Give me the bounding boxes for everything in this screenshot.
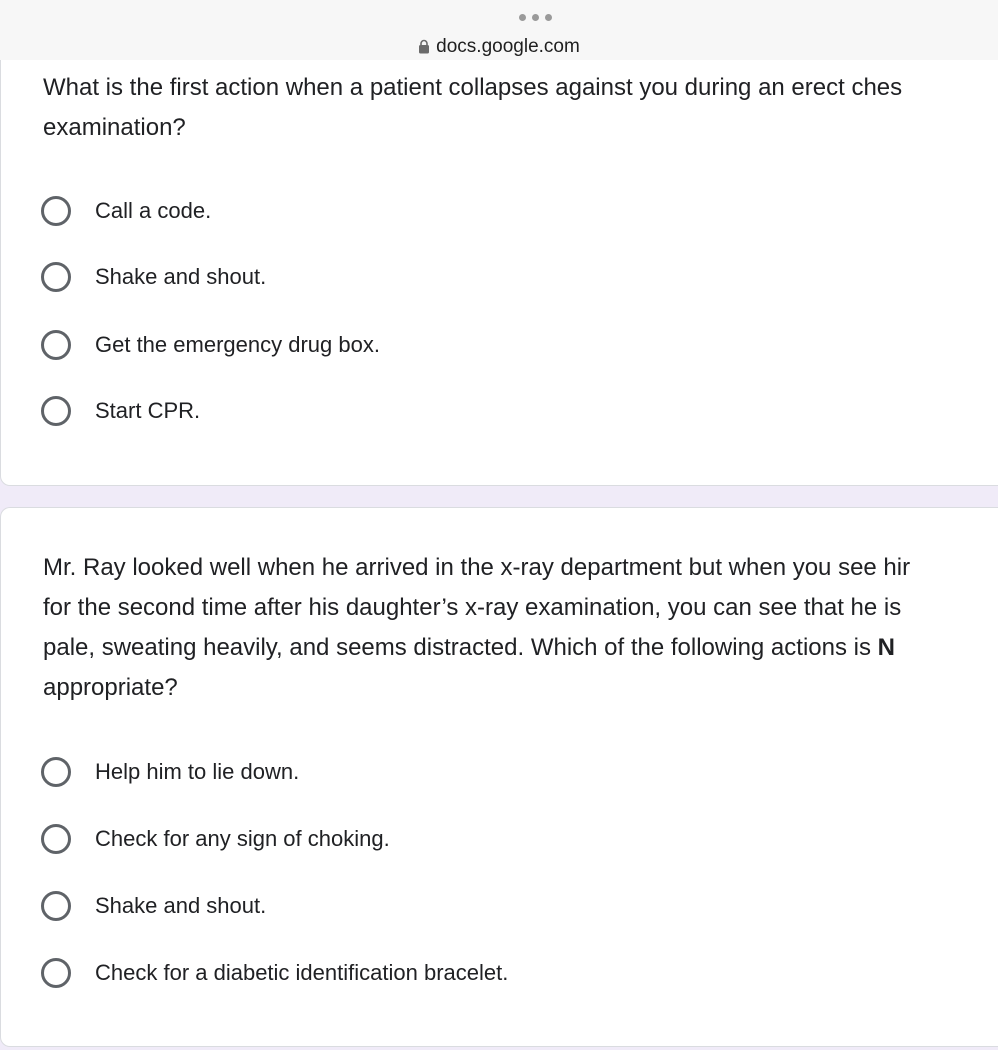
- radio-button-icon[interactable]: [41, 396, 71, 426]
- answer-option[interactable]: Shake and shout.: [41, 257, 266, 297]
- question-text: Mr. Ray looked well when he arrived in the x-ray department but when you see hir for the second time after his daughter’s x-ray examination, you can see that he is pale, sweating heavily, and seems distracted. Which of the following actions is N appropriate?: [43, 554, 911, 701]
- answer-option[interactable]: Help him to lie down.: [41, 752, 299, 792]
- emphasis-text: N: [877, 634, 895, 661]
- answer-option[interactable]: Check for any sign of choking.: [41, 819, 390, 859]
- question-text: What is the first action when a patient collapses against you during an erect ches examination?: [43, 74, 903, 141]
- lock-icon: [418, 39, 430, 54]
- more-options-icon[interactable]: [519, 14, 552, 21]
- radio-button-icon[interactable]: [41, 891, 71, 921]
- answer-option[interactable]: Check for a diabetic identification bracelet.: [41, 953, 508, 993]
- address-bar[interactable]: [0, 36, 998, 58]
- url-text: docs.google.com: [436, 36, 580, 57]
- answer-option[interactable]: Call a code.: [41, 191, 211, 231]
- radio-button-icon[interactable]: [41, 330, 71, 360]
- radio-button-icon[interactable]: [41, 824, 71, 854]
- question-card: [0, 60, 998, 486]
- answer-option[interactable]: Start CPR.: [41, 391, 200, 431]
- radio-button-icon[interactable]: [41, 757, 71, 787]
- radio-button-icon[interactable]: [41, 262, 71, 292]
- radio-button-icon[interactable]: [41, 958, 71, 988]
- question-card: [0, 507, 998, 1047]
- answer-option[interactable]: Get the emergency drug box.: [41, 325, 380, 365]
- answer-option[interactable]: Shake and shout.: [41, 886, 266, 926]
- radio-button-icon[interactable]: [41, 196, 71, 226]
